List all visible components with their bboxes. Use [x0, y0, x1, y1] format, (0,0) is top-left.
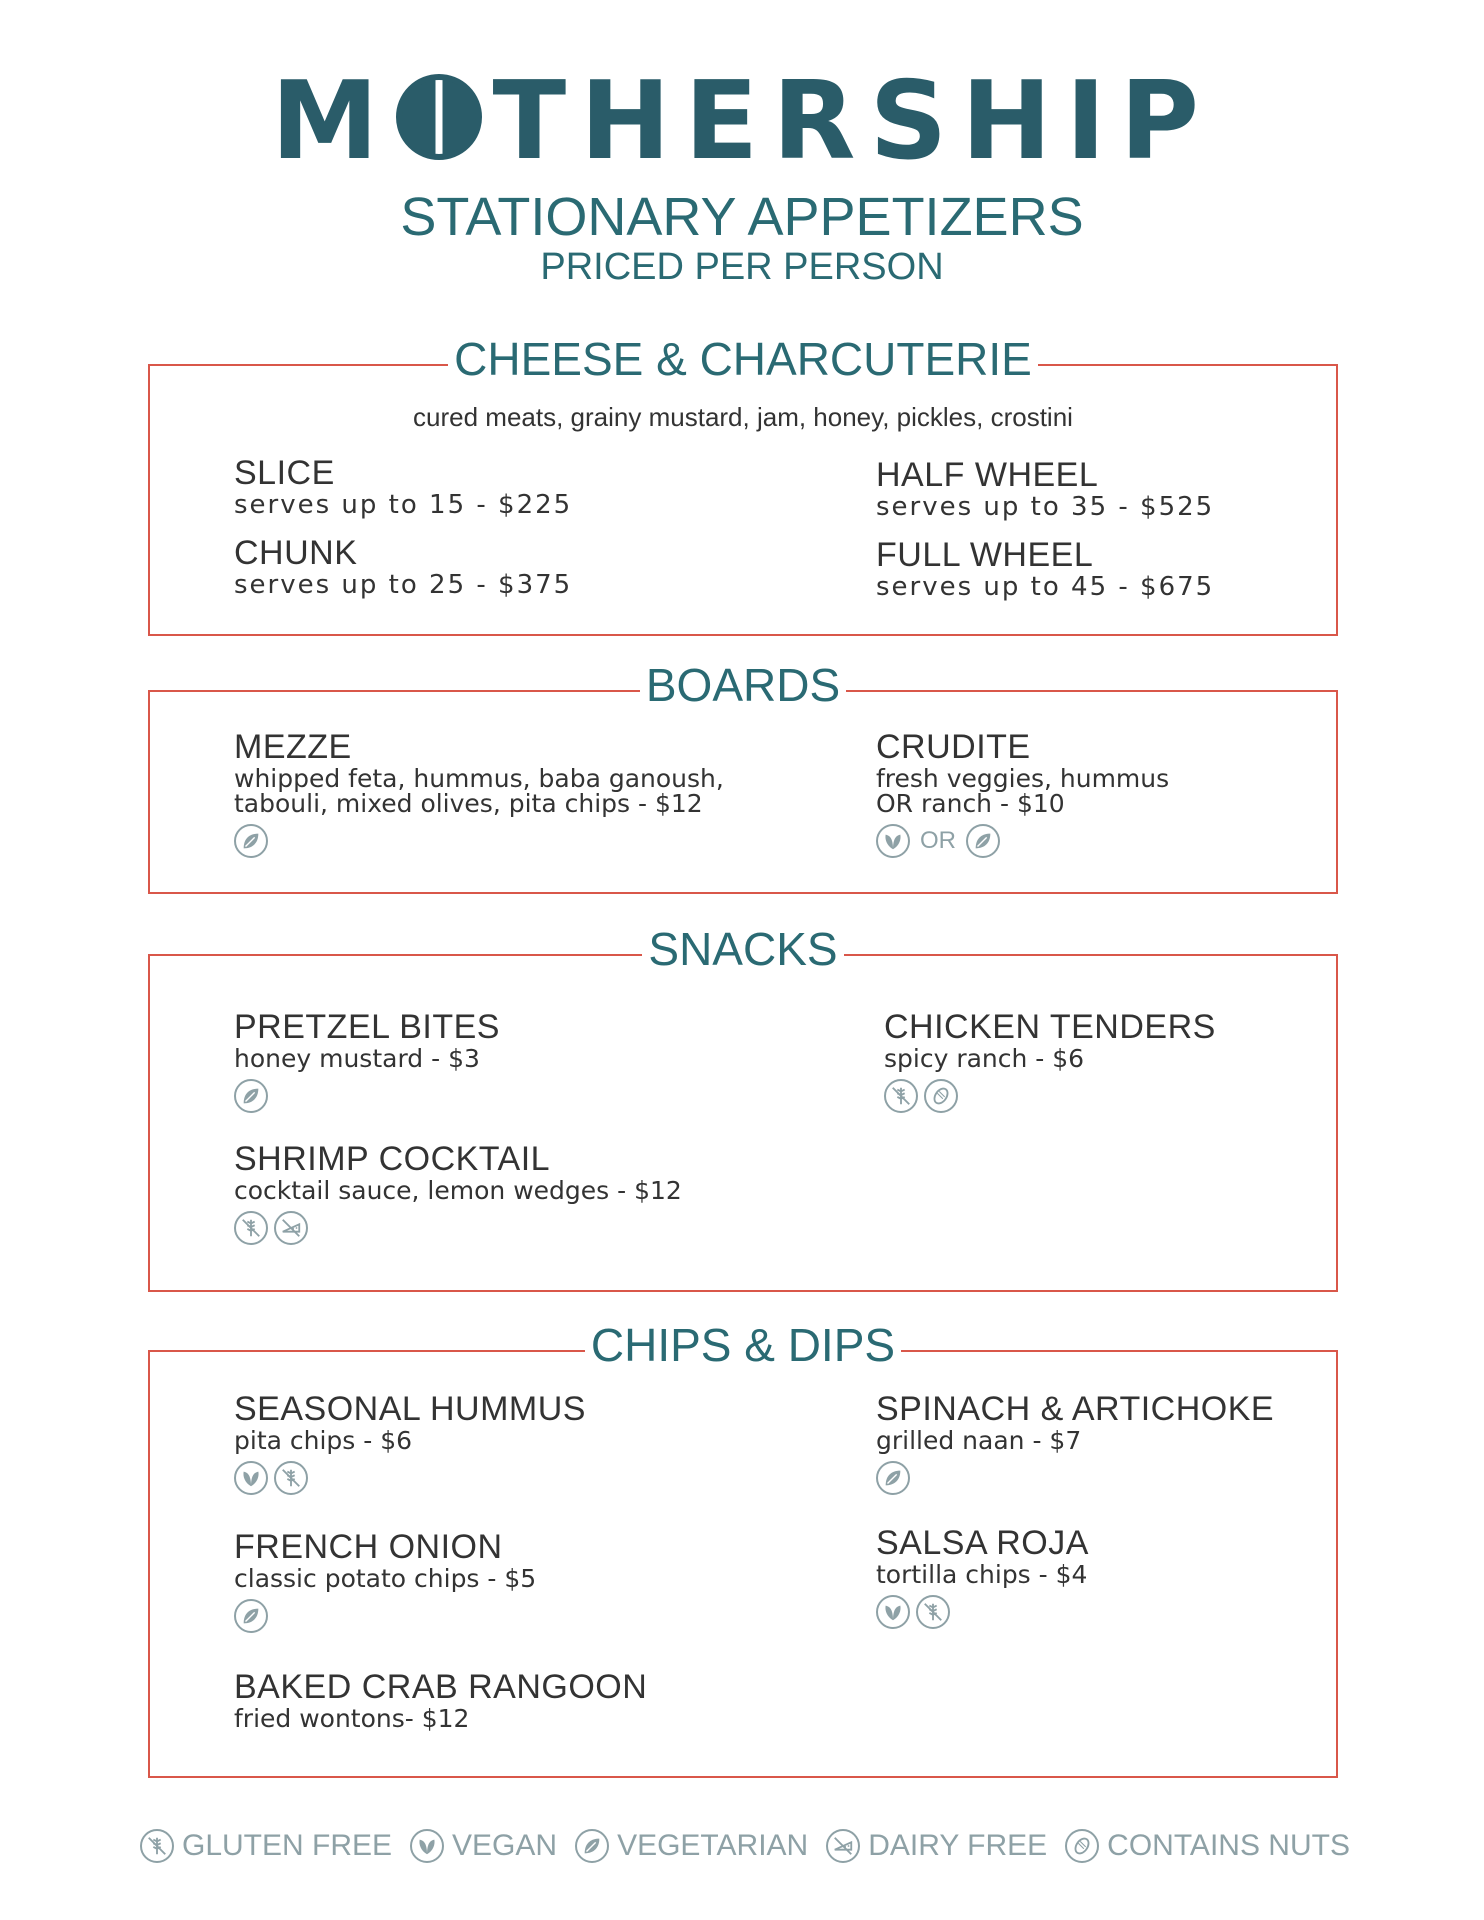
diet-icons: [876, 1595, 1089, 1629]
menu-item: [876, 538, 1214, 600]
item-name: MEZZE: [234, 728, 352, 766]
item-name: CHICKEN TENDERS: [884, 1008, 1216, 1046]
diet-icons: [876, 1461, 1274, 1495]
dairy-free-icon: [826, 1829, 860, 1863]
item-desc: grilled naan - $7: [876, 1425, 1082, 1455]
section-title: [150, 1319, 1336, 1371]
vegetarian-icon: [234, 824, 268, 858]
item-desc: serves up to 15 - $225: [234, 489, 573, 520]
vegetarian-icon: [234, 1599, 268, 1633]
item-desc-line: fresh veggies, hummus: [876, 763, 1170, 793]
item-name: CHUNK: [234, 534, 358, 572]
menu-item: [234, 536, 572, 598]
contains-nuts-icon: [1065, 1829, 1099, 1863]
item-name: FULL WHEEL: [876, 536, 1094, 574]
gluten-free-icon: [234, 1211, 268, 1245]
vegetarian-icon: [966, 824, 1000, 858]
brand-logo: [0, 59, 1484, 184]
item-desc: serves up to 35 - $525: [876, 491, 1215, 522]
diet-icons: [234, 1599, 536, 1633]
section-cheese: [148, 333, 1338, 636]
item-desc-line: whipped feta, hummus, baba ganoush,: [234, 763, 724, 793]
item-desc: serves up to 45 - $675: [876, 571, 1215, 602]
menu-item: [234, 1392, 586, 1495]
legend-label: GLUTEN FREE: [182, 1829, 393, 1862]
section-title-text: CHIPS & DIPS: [585, 1319, 901, 1371]
legend-item: [826, 1829, 1047, 1863]
contains-nuts-icon: [924, 1079, 958, 1113]
gluten-free-icon: [140, 1829, 174, 1863]
vegetarian-icon: [876, 1461, 910, 1495]
vegan-icon: [234, 1461, 268, 1495]
item-name: HALF WHEEL: [876, 456, 1099, 494]
item-name: SLICE: [234, 454, 335, 492]
section-title: [150, 659, 1336, 711]
item-name: CRUDITE: [876, 728, 1031, 766]
item-desc: cocktail sauce, lemon wedges - $12: [234, 1175, 682, 1205]
section-title: [150, 333, 1336, 385]
menu-item: [234, 1670, 647, 1731]
diet-icons: [234, 1461, 586, 1495]
section-boards: [148, 659, 1338, 894]
menu-item: [234, 1010, 500, 1113]
item-desc: spicy ranch - $6: [884, 1043, 1085, 1073]
section-title-text: BOARDS: [640, 659, 846, 711]
legend-label: VEGAN: [452, 1829, 558, 1862]
menu-item: [884, 1010, 1216, 1113]
menu-item: [234, 1530, 536, 1633]
item-name: SALSA ROJA: [876, 1524, 1089, 1562]
item-desc: tortilla chips - $4: [876, 1559, 1088, 1589]
or-label: OR: [920, 826, 956, 854]
item-name: SEASONAL HUMMUS: [234, 1390, 586, 1428]
menu-item: [876, 1392, 1274, 1495]
legend-label: VEGETARIAN: [617, 1829, 809, 1862]
vegan-icon: [876, 824, 910, 858]
gluten-free-icon: [884, 1079, 918, 1113]
item-name: FRENCH ONION: [234, 1528, 503, 1566]
brand-letter-m: M: [271, 59, 393, 184]
diet-icons: [234, 824, 724, 858]
item-desc: serves up to 25 - $375: [234, 569, 573, 600]
vegan-icon: [876, 1595, 910, 1629]
item-desc-line: tabouli, mixed olives, pita chips - $12: [234, 788, 703, 818]
section-title: [150, 923, 1336, 975]
section-title-text: CHEESE & CHARCUTERIE: [448, 333, 1038, 385]
gluten-free-icon: [274, 1461, 308, 1495]
vegetarian-icon: [575, 1829, 609, 1863]
item-desc: pita chips - $6: [234, 1425, 413, 1455]
item-name: PRETZEL BITES: [234, 1008, 500, 1046]
legend-item: [410, 1829, 557, 1863]
menu-item: [234, 730, 724, 858]
gluten-free-icon: [916, 1595, 950, 1629]
diet-icons: [234, 1211, 682, 1245]
moon-icon: [396, 74, 482, 160]
item-desc: classic potato chips - $5: [234, 1563, 537, 1593]
diet-icons: [884, 1079, 1216, 1113]
diet-legend: [140, 1824, 1350, 1868]
legend-item: [575, 1829, 808, 1863]
section-snacks: [148, 923, 1338, 1292]
item-desc-line: OR ranch - $10: [876, 788, 1065, 818]
section-intro: cured meats, grainy mustard, jam, honey, pickles, crostini: [413, 402, 1073, 432]
menu-item: [876, 1526, 1089, 1629]
item-desc: honey mustard - $3: [234, 1043, 480, 1073]
vegetarian-icon: [234, 1079, 268, 1113]
item-name: BAKED CRAB RANGOON: [234, 1668, 648, 1706]
diet-icons: [234, 1079, 500, 1113]
legend-label: DAIRY FREE: [868, 1829, 1048, 1862]
legend-item: [140, 1829, 392, 1863]
menu-item: [234, 456, 572, 518]
section-chips: [148, 1319, 1338, 1778]
vegan-icon: [410, 1829, 444, 1863]
page-subtitle: PRICED PER PERSON: [540, 246, 944, 288]
dairy-free-icon: [274, 1211, 308, 1245]
section-title-text: SNACKS: [642, 923, 843, 975]
item-name: SPINACH & ARTICHOKE: [876, 1390, 1275, 1428]
item-name: SHRIMP COCKTAIL: [234, 1140, 551, 1178]
menu-item: [876, 458, 1214, 520]
legend-item: [1065, 1829, 1350, 1863]
item-desc: fried wontons- $12: [234, 1703, 470, 1733]
menu-item: [876, 730, 1169, 858]
legend-label: CONTAINS NUTS: [1107, 1829, 1350, 1862]
diet-icons: [876, 824, 1169, 858]
menu-item: [234, 1142, 682, 1245]
page-title: STATIONARY APPETIZERS: [400, 187, 1084, 247]
brand-letters: THERSHIP: [492, 59, 1213, 184]
